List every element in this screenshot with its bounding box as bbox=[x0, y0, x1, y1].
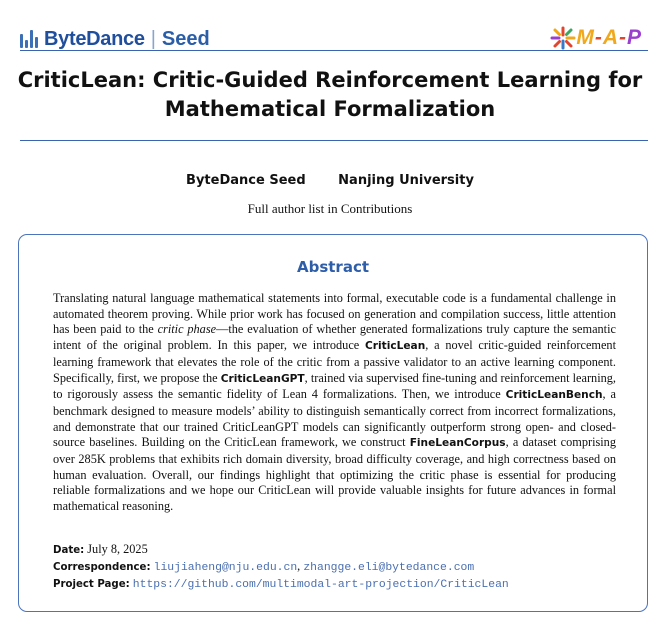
top-rule bbox=[20, 50, 648, 51]
correspondence-label: Correspondence: bbox=[53, 562, 151, 573]
author-note: Full author list in Contributions bbox=[247, 201, 413, 216]
abstract-heading: Abstract bbox=[296, 258, 370, 276]
title-rule bbox=[20, 140, 648, 141]
affiliation-nanjing-university: Nanjing University bbox=[338, 173, 474, 188]
bytedance-bars-icon bbox=[20, 30, 38, 48]
bytedance-logo-text: ByteDance bbox=[44, 27, 145, 50]
logo-separator: | bbox=[150, 27, 156, 50]
criticleanbench-term: CriticLeanBench bbox=[505, 389, 603, 402]
date-line bbox=[53, 542, 623, 557]
affiliations bbox=[0, 173, 660, 188]
email-link-1[interactable]: liujiaheng@nju.edu.cn bbox=[153, 562, 298, 574]
criticlean-term: CriticLean bbox=[365, 340, 426, 353]
correspondence-line: Correspondence: liujiaheng@nju.edu.cn, zhangge.eli@bytedance.com bbox=[53, 559, 475, 574]
paper-title bbox=[0, 66, 660, 124]
date-value: July 8, 2025 bbox=[87, 542, 148, 556]
affiliation-bytedance-seed: ByteDance Seed bbox=[186, 173, 306, 188]
abstract-box bbox=[18, 234, 648, 612]
fineleancorpus-term: FineLeanCorpus bbox=[409, 437, 506, 450]
map-logo bbox=[550, 26, 642, 50]
date-label: Date: bbox=[53, 545, 85, 556]
bytedance-seed-logo bbox=[20, 28, 210, 50]
project-page-link[interactable]: https://github.com/multimodal-art-projection/CriticLean bbox=[132, 579, 509, 591]
critic-phase-emphasis: critic phase bbox=[157, 322, 217, 337]
paper-title-line-2: Mathematical Formalization bbox=[164, 97, 496, 121]
paper-title-line-1: CriticLean: Critic-Guided Reinforcement Learning for bbox=[17, 68, 643, 92]
criticleangpt-term: CriticLeanGPT bbox=[220, 372, 305, 385]
map-starburst-icon bbox=[550, 26, 576, 50]
email-link-2[interactable]: zhangge.eli@bytedance.com bbox=[303, 562, 475, 574]
project-page-line bbox=[53, 576, 623, 591]
header-logos bbox=[0, 0, 660, 56]
map-logo-text: M-A-P bbox=[576, 26, 642, 49]
project-page-label: Project Page: bbox=[53, 579, 130, 590]
seed-logo-text: Seed bbox=[161, 27, 210, 50]
abstract-body: Translating natural language mathematical statements into formal, executable code is a fundamental challenge in automated theorem proving. While prior work has focused on generation and compilation success, little attention has been paid to the critic phase—the evaluation of whether generated formalizations truly capture the semantic intent of the original problem. In this paper, we introduce CriticLean, a novel critic-guided reinforcement learning framework that elevates the role of the critic from a passive validator to an active learning component. Specifically, first, we propose the CriticLeanGPT, trained via supervised fine-tuning and reinforcement learning, to rigorously assess the semantic fidelity of Lean 4 formalizations. Then, we introduce CriticLeanBench, a benchmark designed to measure models’ ability to distinguish semantically correct from incorrect formalizations, and demonstrate that our trained CriticLeanGPT models can significantly outperform strong open- and closed-source baselines. Building on the CriticLean framework, we construct FineLeanCorpus, a dataset comprising over 285K problems that exhibits rich domain diversity, broad difficulty coverage, and high correctness based on human evaluation. Overall, our findings highlight that optimizing the critic phase is essential for producing reliable formalizations and we hope our CriticLean will provide valuable insights for future advances in formal mathematical reasoning. bbox=[53, 291, 617, 514]
